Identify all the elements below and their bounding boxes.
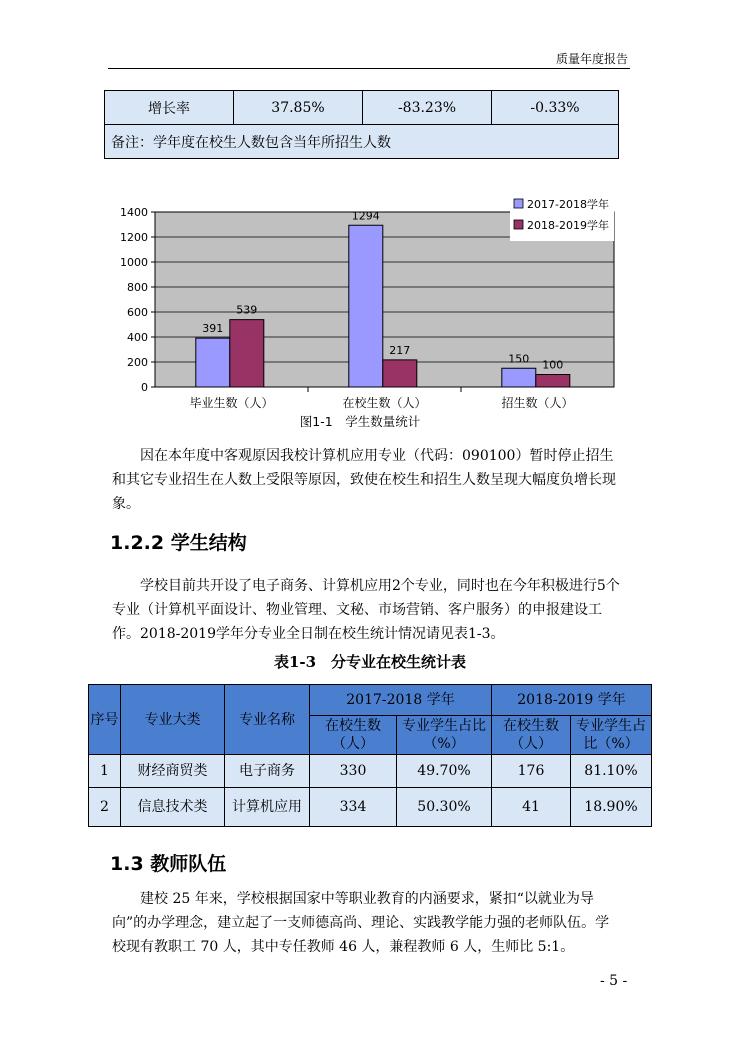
x-category-label: 在校生数（人）: [342, 396, 427, 410]
col-major-header: 专业名称: [225, 685, 310, 755]
growth-value-3: -0.33%: [492, 91, 619, 125]
row-count-2: 41: [492, 788, 571, 827]
data-label: 1294: [351, 209, 380, 223]
col-category-header: 专业大类: [121, 685, 225, 755]
page-header: 质量年度报告: [555, 52, 628, 66]
x-category-label: 招生数（人）: [501, 396, 574, 410]
growth-label: 增长率: [105, 91, 234, 125]
table-row: [89, 788, 652, 827]
row-ratio-1: 50.30%: [397, 788, 492, 827]
data-label: 150: [508, 352, 530, 366]
student-count-chart: [100, 195, 620, 430]
table-note: 备注：学年度在校生人数包含当年所招生人数: [105, 125, 619, 159]
legend-swatch: [514, 199, 523, 208]
row-category: 财经商贸类: [121, 755, 225, 788]
x-category-label: 毕业生数（人）: [189, 396, 274, 410]
col-year1-header: 2017-2018 学年: [310, 685, 492, 716]
data-label: 100: [542, 358, 564, 372]
year1-ratio-header: 专业学生占比（%）: [397, 716, 492, 755]
table-caption: 表1-3 分专业在校生统计表: [273, 653, 467, 671]
y-tick-label: 1000: [120, 256, 148, 269]
growth-table: [104, 90, 619, 159]
bar: [502, 368, 536, 387]
chart-title: 图1-1 学生数量统计: [299, 414, 421, 429]
row-ratio-2: 18.90%: [571, 788, 652, 827]
page-number: - 5 -: [600, 973, 628, 989]
legend-swatch: [514, 220, 523, 229]
data-label: 391: [202, 322, 224, 336]
y-tick-label: 0: [141, 381, 148, 394]
year2-ratio-header: 专业学生占比（%）: [571, 716, 652, 755]
data-label: 217: [389, 343, 411, 357]
note-row: [105, 125, 619, 159]
row-major: 电子商务: [225, 755, 310, 788]
y-tick-label: 1400: [120, 206, 148, 219]
row-seq: 1: [89, 755, 121, 788]
row-count-1: 330: [310, 755, 397, 788]
paragraph-3: 建校 25 年来，学校根据国家中等职业教育的内涵要求，紧扣“以就业为导向”的办学理念，建立起了一支师德高尚、理论、实践教学能力强的老师队伍。学校现有教职工 70 人，其中专任教师 46 人，兼程教师 6 人，生师比 5:1。: [112, 891, 610, 955]
paragraph-1: 因在本年度中客观原因我校计算机应用专业（代码：090100）暂时停止招生和其它专业招生在人数上受限等原因，致使在校生和招生人数呈现大幅度负增长现象。: [112, 448, 616, 512]
y-tick-label: 200: [127, 356, 148, 369]
year2-count-header: 在校生数（人）: [492, 716, 571, 755]
bar: [536, 375, 570, 388]
y-tick-label: 800: [127, 281, 148, 294]
legend-label: 2017-2018学年: [527, 198, 609, 211]
col-year2-header: 2018-2019 学年: [492, 685, 652, 716]
col-seq-header: 序号: [89, 685, 121, 755]
row-major: 计算机应用: [225, 788, 310, 827]
section-heading-teachers: 1.3 教师队伍: [110, 853, 227, 875]
growth-row: [105, 91, 619, 125]
growth-value-1: 37.85%: [234, 91, 363, 125]
data-label: 539: [236, 303, 258, 317]
row-category: 信息技术类: [121, 788, 225, 827]
bar: [230, 320, 264, 387]
growth-value-2: -83.23%: [363, 91, 492, 125]
row-count-2: 176: [492, 755, 571, 788]
row-ratio-2: 81.10%: [571, 755, 652, 788]
y-tick-label: 1200: [120, 231, 148, 244]
y-tick-label: 400: [127, 331, 148, 344]
bar: [349, 225, 383, 387]
year1-count-header: 在校生数（人）: [310, 716, 397, 755]
header-divider: [108, 68, 630, 69]
legend-label: 2018-2019学年: [527, 219, 609, 232]
paragraph-2: 学校目前共开设了电子商务、计算机应用2个专业，同时也在今年积极进行5个专业（计算机平面设计、物业管理、文秘、市场营销、客户服务）的申报建设工作。2018-2019学年分专业全日制在校生统计情况请见表1-3。: [112, 578, 620, 642]
table-row: [89, 755, 652, 788]
y-tick-label: 600: [127, 306, 148, 319]
bar: [383, 360, 417, 387]
row-ratio-1: 49.70%: [397, 755, 492, 788]
row-count-1: 334: [310, 788, 397, 827]
row-seq: 2: [89, 788, 121, 827]
bar: [196, 338, 230, 387]
major-stats-table: [88, 684, 652, 827]
section-heading-student-structure: 1.2.2 学生结构: [110, 532, 247, 554]
header-row-1: [89, 685, 652, 716]
